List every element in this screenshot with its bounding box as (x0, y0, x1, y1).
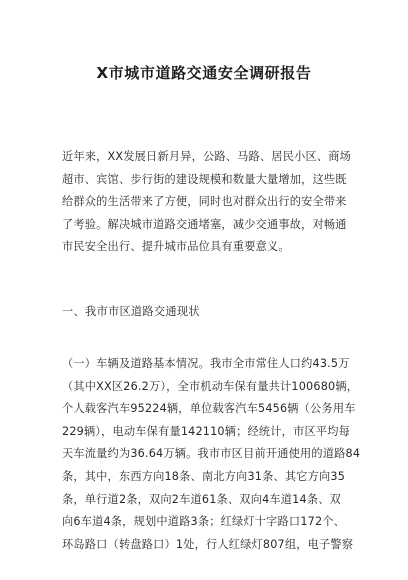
intro-line: 给群众的生活带来了方便，同时也对群众出行的安全带来 (62, 195, 347, 209)
intro-paragraph (62, 146, 362, 259)
body-paragraph (62, 353, 362, 556)
body-line: （其中XX区26.2万），全市机动车保有量共计100680辆， (62, 379, 359, 393)
body-line: 向6车道4条，规划中道路3条；红绿灯十字路口172个、 (62, 515, 346, 529)
intro-line: 市民安全出行、提升城市品位具有重要意义。 (62, 240, 290, 254)
intro-line: 超市、宾馆、步行街的建设规模和数量大量增加，这些既 (62, 172, 347, 186)
intro-line: 了考验。解决城市道路交通堵塞，减少交通事故，对畅通 (62, 217, 347, 231)
body-line: （一）车辆及道路基本情况。我市全市常住人口约43.5万 (62, 357, 350, 370)
intro-line: 近年来，XX发展日新月异，公路、马路、居民小区、商场 (62, 150, 352, 163)
body-line: 条，单行道2条，双向2车道61条、双向4车道14条、双 (62, 492, 341, 506)
body-line: 个人载客汽车95224辆，单位载客汽车5456辆（公务用车 (62, 402, 356, 416)
body-line: 条，其中，东西方向18条、南北方向31条、其它方向35 (62, 469, 346, 483)
body-line: 环岛路口（转盘路口）1处，行人红绿灯807组，电子警察 (62, 537, 354, 551)
document-title: X市城市道路交通安全调研报告 (96, 64, 312, 82)
section-heading: 一、我市市区道路交通现状 (62, 305, 200, 318)
body-line: 天车流量约为36.64万辆。我市市区目前开通使用的道路84 (62, 447, 361, 461)
body-line: 229辆），电动车保有量142110辆；经统计，市区平均每 (62, 424, 351, 438)
